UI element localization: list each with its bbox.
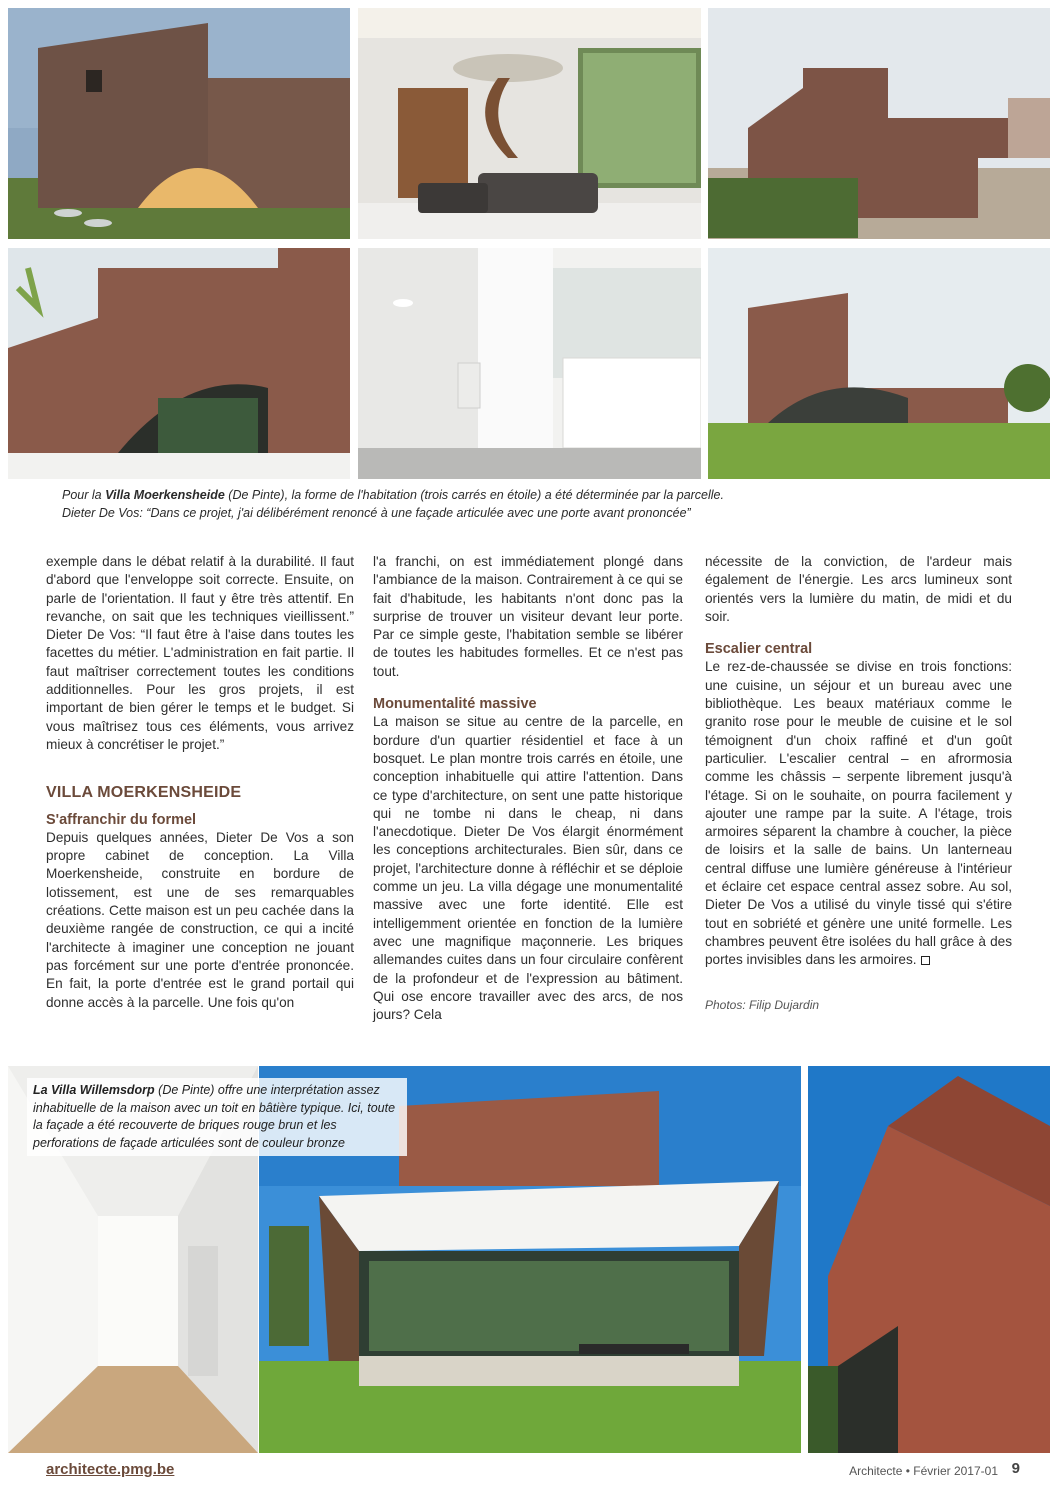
caption-quote: Dieter De Vos: “Dans ce projet, j'ai délibérément renoncé à une façade articulée avec une porte avant prononcée” — [62, 505, 691, 520]
photo-bathroom-interior — [358, 248, 701, 479]
section-title: VILLA MOERKENSHEIDE — [46, 784, 242, 802]
photo-villa-willemsdorp-gable — [808, 1066, 1050, 1453]
paragraph: Depuis quelques années, Dieter De Vos a son propre cabinet de conception. La Villa Moerkensheide, construite en bordure de lotissement, est une de ses remarquables créations. Cette maison est un peu cachée dans la deuxième rangée de construction, ce qui a incité l'architecte à imaginer une conception ne jouant pas forcément sur une porte d'entrée prononcée. En fait, la porte d'entrée est le grand portail qui donne accès à la parcelle. Une fois qu'on — [46, 829, 354, 1010]
photo-villa-garden-facade — [708, 248, 1050, 479]
caption-villa-name: Villa Moerkensheide — [105, 488, 225, 502]
paragraph: l'a franchi, on est immédiatement plongé dans l'ambiance de la maison. Contrairement à ce qui se fait d'habitude, les habitants n'ont donc pas la surprise de trouver un visiteur devant leur porte. Par ce simple geste, l'habitation semble se libérer de toutes les habitudes formelles. Et ce n'est pas tout. — [373, 554, 683, 679]
section-subtitle: S'affranchir du formel — [46, 811, 197, 828]
paragraph: nécessite de la conviction, de l'ardeur mais également de l'énergie. Les arcs lumineux sont orientés vers la lumière du matin, de midi et du soir. — [705, 554, 1012, 624]
photo-credit: Photos: Filip Dujardin — [705, 997, 820, 1012]
article-column-1 — [46, 553, 354, 1012]
paragraph-text: Le rez-de-chaussée se divise en trois fonctions: une cuisine, un séjour et un bureau avec une bibliothèque. Les beaux matériaux comme le granito rose pour le meuble de cuisine et le sol témoignent d'un choix raffiné et d'un goût particulier. L'escalier central – en afrormosia comme les châssis – serpente librement jusqu'à l'étage. Si on le souhaite, on pourra facilement y ajouter une rampe par la suite. A l'étage, trois armoires séparent la chambre à coucher, la pièce de loisirs et la salle de bains. Un lanterneau central diffuse une lumière généreuse à l'intérieur et éclaire cet espace central assez sobre. Au sol, Dieter De Vos a utilisé du vinyle tissé qui s'étire tout en sobriété et génère une unité formelle. Les chambres peuvent être isolées du hall grâce à des portes invisibles dans les armoires. — [705, 659, 1012, 968]
caption-text-end: (De Pinte), la forme de l'habitation (trois carrés en étoile) a été déterminée par la parcelle. — [224, 488, 724, 502]
magazine-issue: Architecte • Février 2017-01 — [849, 1464, 998, 1478]
photo-living-room-staircase — [358, 8, 701, 239]
caption-text: (De Pinte) offre une interprétation assez inhabituelle de la maison avec un toit en bâtière typique. Ici, toute la façade a été recouverte de briques rouge brun et les perforations de façade articulées sont de couleur bronze — [33, 1083, 396, 1150]
article-column-2 — [373, 553, 683, 1024]
photo-villa-exterior-dusk — [8, 8, 350, 239]
caption-text-start: Pour la — [62, 488, 106, 502]
section-subtitle: Monumentalité massive — [373, 696, 537, 713]
article-column-3 — [705, 553, 1012, 1014]
top-photo-caption — [62, 487, 962, 522]
bottom-photo-caption — [27, 1078, 407, 1156]
page-number: 9 — [1011, 1460, 1020, 1477]
paragraph: exemple dans le débat relatif à la durabilité. Il faut d'abord que l'enveloppe soit correcte. Ensuite, on parle de l'orientation. Il faut y être très attentif. En revanche, on sait que les techniques vieillissent.” Dieter De Vos: “Il faut être à l'aise dans toutes les facettes du métier. L'administration en fait partie. Il faut maîtriser correctement toutes les conditions additionnelles. Pour les gros projets, il est important de bien gérer le temps et le budget. Si vous maîtrisez tous ces éléments, vous arrivez mieux à concrétiser le projet.” — [46, 554, 354, 752]
website-link[interactable]: architecte.pmg.be — [46, 1461, 175, 1478]
paragraph — [705, 658, 1012, 969]
photo-villa-exterior-day — [708, 8, 1050, 239]
end-of-article-icon — [921, 956, 930, 965]
paragraph: La maison se situe au centre de la parcelle, en bordure d'un quartier résidentiel et face à un bosquet. Le plan montre trois carrés en étoile, une conception inhabituelle qui attire l'attention. Dans ce type d'architecture, on sent une patte historique qui ne tombe ni dans le cheap, ni dans l'anecdotique. Dieter De Vos élargit énormément les conceptions architecturales. Bien sûr, dans ce projet, l'architecture donne à réfléchir et se déploie comme un jeu. La villa dégage une monumentalité massive avec une forte identité. Elle est intelligemment orientée en fonction de la lumière avec une magnifique maçonnerie. Les briques allemandes cuites dans un four circulaire confèrent de la profondeur et de l'expression au bâtiment. Qui ose encore travailler avec des arcs, de nos jours? Cela — [373, 714, 683, 1023]
photo-brick-arch-facade — [8, 248, 350, 479]
section-subtitle: Escalier central — [705, 641, 813, 658]
caption-villa-name: La Villa Willemsdorp — [33, 1083, 155, 1097]
